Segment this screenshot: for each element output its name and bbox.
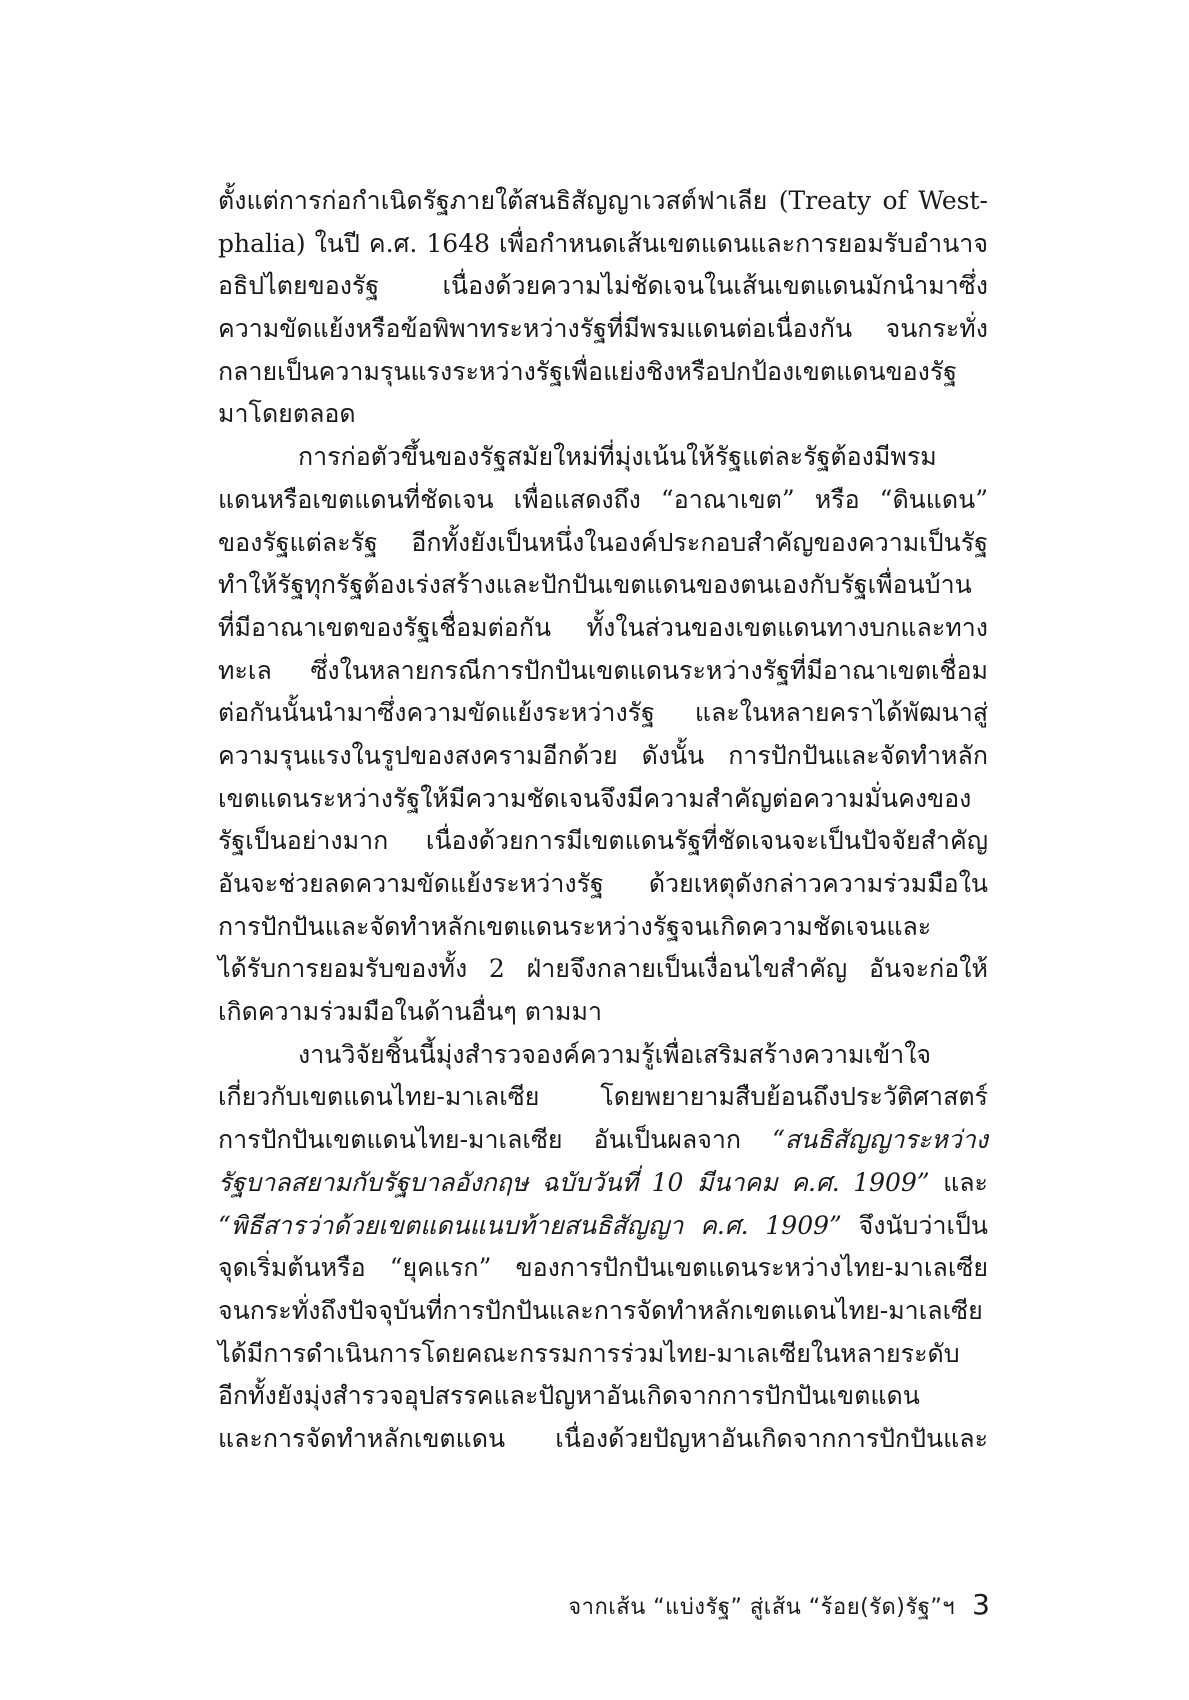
treaty-title-italic: “สนธิสัญญาระหว่าง [772,1125,988,1155]
page-number: 3 [972,1588,990,1621]
text-line-2: phalia) ในปี ค.ศ. 1648 เพื่อกำหนดเส้นเขตแดนและการยอมรับอำนาจ [218,228,988,258]
text-line-14: ความรุนแรงในรูปของสงครามอีกด้วย ดังนั้น การปักปันและจัดทำหลัก [218,740,988,770]
text-line-8: แดนหรือเขตแดนที่ชัดเจน เพื่อแสดงถึง “อาณาเขต” หรือ “ดินแดน” [218,484,988,514]
page-footer [540,1588,990,1624]
text-line-7: การก่อตัวขึ้นของรัฐสมัยใหม่ที่มุ่งเน้นให้รัฐแต่ละรัฐต้องมีพรม [298,442,937,472]
text-line-1: ตั้งแต่การก่อกำเนิดรัฐภายใต้สนธิสัญญาเวสต์ฟาเลีย (Treaty of West- [218,186,988,215]
text-line-17: อันจะช่วยลดความขัดแย้งระหว่างรัฐ ด้วยเหตุดังกล่าวความร่วมมือใน [218,869,988,898]
text-line-13: ต่อกันนั้นนำมาซึ่งความขัดแย้งระหว่างรัฐ และในหลายคราได้พัฒนาสู่ [218,698,988,728]
text-line-27: จนกระทั่งถึงปัจจุบันที่การปักปันและการจัดทำหลักเขตแดนไทย-มาเลเซีย [218,1295,983,1325]
text-run: การปักปันเขตแดนไทย-มาเลเซีย อันเป็นผลจาก [218,1125,773,1155]
text-line-11: ที่มีอาณาเขตของรัฐเชื่อมต่อกัน ทั้งในส่วนของเขตแดนทางบกและทาง [218,612,988,642]
text-line-16: รัฐเป็นอย่างมาก เนื่องด้วยการมีเขตแดนรัฐที่ชัดเจนจะเป็นปัจจัยสำคัญ [218,826,988,856]
text-line-22: เกี่ยวกับเขตแดนไทย-มาเลเซีย โดยพยายามสืบย้อนถึงประวัติศาสตร์ [218,1082,988,1112]
body-text [218,180,988,1461]
text-line-6: มาโดยตลอด [218,399,356,429]
text-line-19: ได้รับการยอมรับของทั้ง 2 ฝ่ายจึงกลายเป็นเงื่อนไขสำคัญ อันจะก่อให้ [218,954,988,984]
text-run: จึงนับว่าเป็น [841,1210,988,1240]
text-line-12: ทะเล ซึ่งในหลายกรณีการปักปันเขตแดนระหว่างรัฐที่มีอาณาเขตเชื่อม [218,655,988,685]
text-run: และ [929,1167,988,1197]
text-line-4: ความขัดแย้งหรือข้อพิพาทระหว่างรัฐที่มีพรมแดนต่อเนื่องกัน จนกระทั่ง [218,314,988,344]
text-line-30: และการจัดทำหลักเขตแดน เนื่องด้วยปัญหาอันเกิดจากการปักปันและ [218,1423,988,1453]
text-line-24 [218,1162,988,1205]
text-line-21: งานวิจัยชิ้นนี้มุ่งสำรวจองค์ความรู้เพื่อเสริมสร้างความเข้าใจ [298,1039,932,1069]
text-line-3: อธิปไตยของรัฐ เนื่องด้วยความไม่ชัดเจนในเส้นเขตแดนมักนำมาซึ่ง [218,271,988,301]
text-line-20: เกิดความร่วมมือในด้านอื่นๆ ตามมา [218,997,603,1027]
text-line-15: เขตแดนระหว่างรัฐให้มีความชัดเจนจึงมีความสำคัญต่อความมั่นคงของ [218,783,972,813]
protocol-title-italic: “พิธีสารว่าด้วยเขตแดนแนบท้ายสนธิสัญญา ค.ศ. 1909” [218,1210,842,1240]
text-line-29: อีกทั้งยังมุ่งสำรวจอุปสรรคและปัญหาอันเกิดจากการปักปันเขตแดน [218,1381,920,1411]
text-line-18: การปักปันและจัดทำหลักเขตแดนระหว่างรัฐจนเกิดความชัดเจนและ [218,911,932,941]
text-line-25 [218,1205,988,1248]
running-title: จากเส้น “แบ่งรัฐ” สู่เส้น “ร้อย(รัด)รัฐ”ฯ [568,1595,956,1620]
treaty-title-italic: รัฐบาลสยามกับรัฐบาลอังกฤษ ฉบับวันที่ 10 มีนาคม ค.ศ. 1909” [218,1167,930,1197]
text-line-23 [218,1119,988,1162]
text-line-28: ได้มีการดำเนินการโดยคณะกรรมการร่วมไทย-มาเลเซียในหลายระดับ [218,1338,960,1368]
text-line-5: กลายเป็นความรุนแรงระหว่างรัฐเพื่อแย่งชิงหรือปกป้องเขตแดนของรัฐ [218,356,958,386]
text-line-9: ของรัฐแต่ละรัฐ อีกทั้งยังเป็นหนึ่งในองค์ประกอบสำคัญของความเป็นรัฐ [218,527,988,557]
text-line-10: ทำให้รัฐทุกรัฐต้องเร่งสร้างและปักปันเขตแดนของตนเองกับรัฐเพื่อนบ้าน [218,570,972,600]
text-line-26: จุดเริ่มต้นหรือ “ยุคแรก” ของการปักปันเขตแดนระหว่างไทย-มาเลเซีย [218,1253,988,1283]
